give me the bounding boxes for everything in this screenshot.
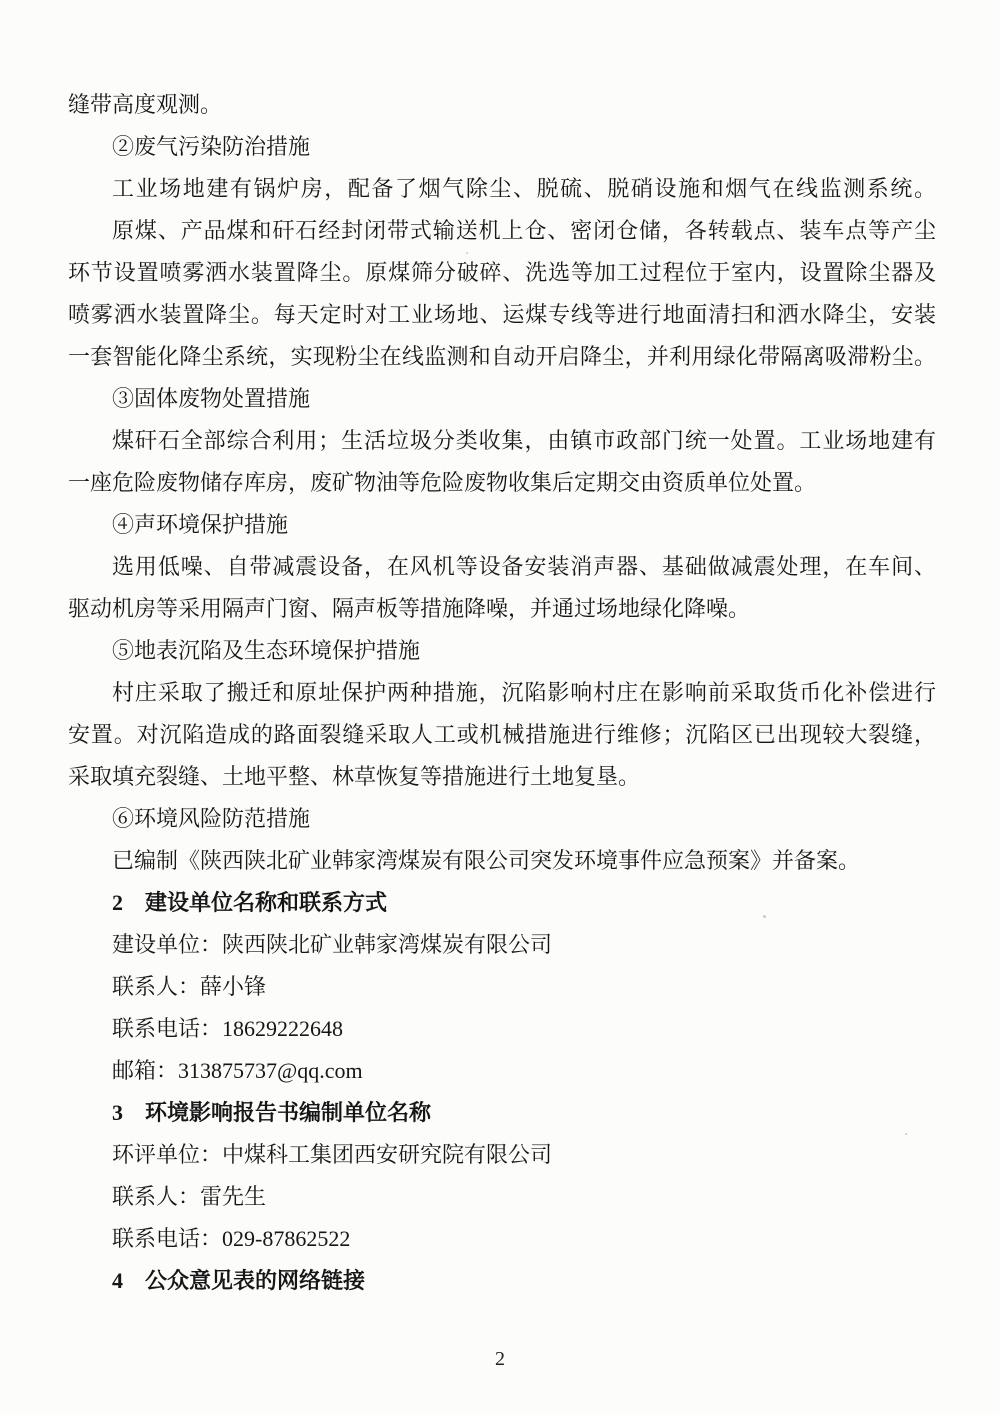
scan-noise-speck xyxy=(466,252,468,254)
document-line: ④声环境保护措施 xyxy=(112,512,289,537)
document-line: 联系电话：18629222648 xyxy=(112,1016,344,1041)
section-heading: 2 建设单位名称和联系方式 xyxy=(112,890,388,915)
document-line: 缝带高度观测。 xyxy=(68,92,223,117)
section-heading: 3 环境影响报告书编制单位名称 xyxy=(112,1100,432,1125)
document-body xyxy=(68,84,936,1302)
document-line: 建设单位：陕西陕北矿业韩家湾煤炭有限公司 xyxy=(112,932,553,957)
document-line: 一套智能化降尘系统，实现粉尘在线监测和自动开启降尘，并利用绿化带隔离吸滞粉尘。 xyxy=(68,344,936,369)
document-line: 原煤、产品煤和矸石经封闭带式输送机上仓、密闭仓储，各转载点、装车点等产尘 xyxy=(112,218,936,243)
document-line: 工业场地建有锅炉房，配备了烟气除尘、脱硫、脱硝设施和烟气在线监测系统。 xyxy=(112,176,936,201)
document-line: ②废气污染防治措施 xyxy=(112,134,311,159)
scan-noise-speck xyxy=(905,1133,907,1135)
document-line: 联系电话：029-87862522 xyxy=(112,1226,351,1251)
page-number: 2 xyxy=(495,1348,505,1370)
document-line: 采取填充裂缝、土地平整、林草恢复等措施进行土地复垦。 xyxy=(68,764,641,789)
document-line: 安置。对沉陷造成的路面裂缝采取人工或机械措施进行维修；沉陷区已出现较大裂缝， xyxy=(68,722,936,747)
document-line: 驱动机房等采用隔声门窗、隔声板等措施降噪，并通过场地绿化降噪。 xyxy=(68,596,751,621)
document-line: 环节设置喷雾洒水装置降尘。原煤筛分破碎、洗选等加工过程位于室内，设置除尘器及 xyxy=(68,260,936,285)
document-line: 煤矸石全部综合利用；生活垃圾分类收集，由镇市政部门统一处置。工业场地建有 xyxy=(112,428,936,453)
document-line: 联系人：雷先生 xyxy=(112,1184,267,1209)
scan-noise-speck xyxy=(763,915,766,918)
document-line: ⑥环境风险防范措施 xyxy=(112,806,311,831)
document-line: 选用低噪、自带减震设备，在风机等设备安装消声器、基础做减震处理，在车间、 xyxy=(112,554,936,579)
document-line: 喷雾洒水装置降尘。每天定时对工业场地、运煤专线等进行地面清扫和洒水降尘，安装 xyxy=(68,302,936,327)
document-line: 一座危险废物储存库房，废矿物油等危险废物收集后定期交由资质单位处置。 xyxy=(68,470,817,495)
document-line: 村庄采取了搬迁和原址保护两种措施，沉陷影响村庄在影响前采取货币化补偿进行 xyxy=(112,680,936,705)
section-heading: 4 公众意见表的网络链接 xyxy=(112,1268,366,1293)
document-line: 联系人：薛小锋 xyxy=(112,974,267,999)
document-line: ⑤地表沉陷及生态环境保护措施 xyxy=(112,638,421,663)
document-line: 邮箱：313875737@qq.com xyxy=(112,1058,363,1083)
document-line: 已编制《陕西陕北矿业韩家湾煤炭有限公司突发环境事件应急预案》并备案。 xyxy=(112,848,861,873)
document-line: ③固体废物处置措施 xyxy=(112,386,311,411)
document-line: 环评单位：中煤科工集团西安研究院有限公司 xyxy=(112,1142,553,1167)
